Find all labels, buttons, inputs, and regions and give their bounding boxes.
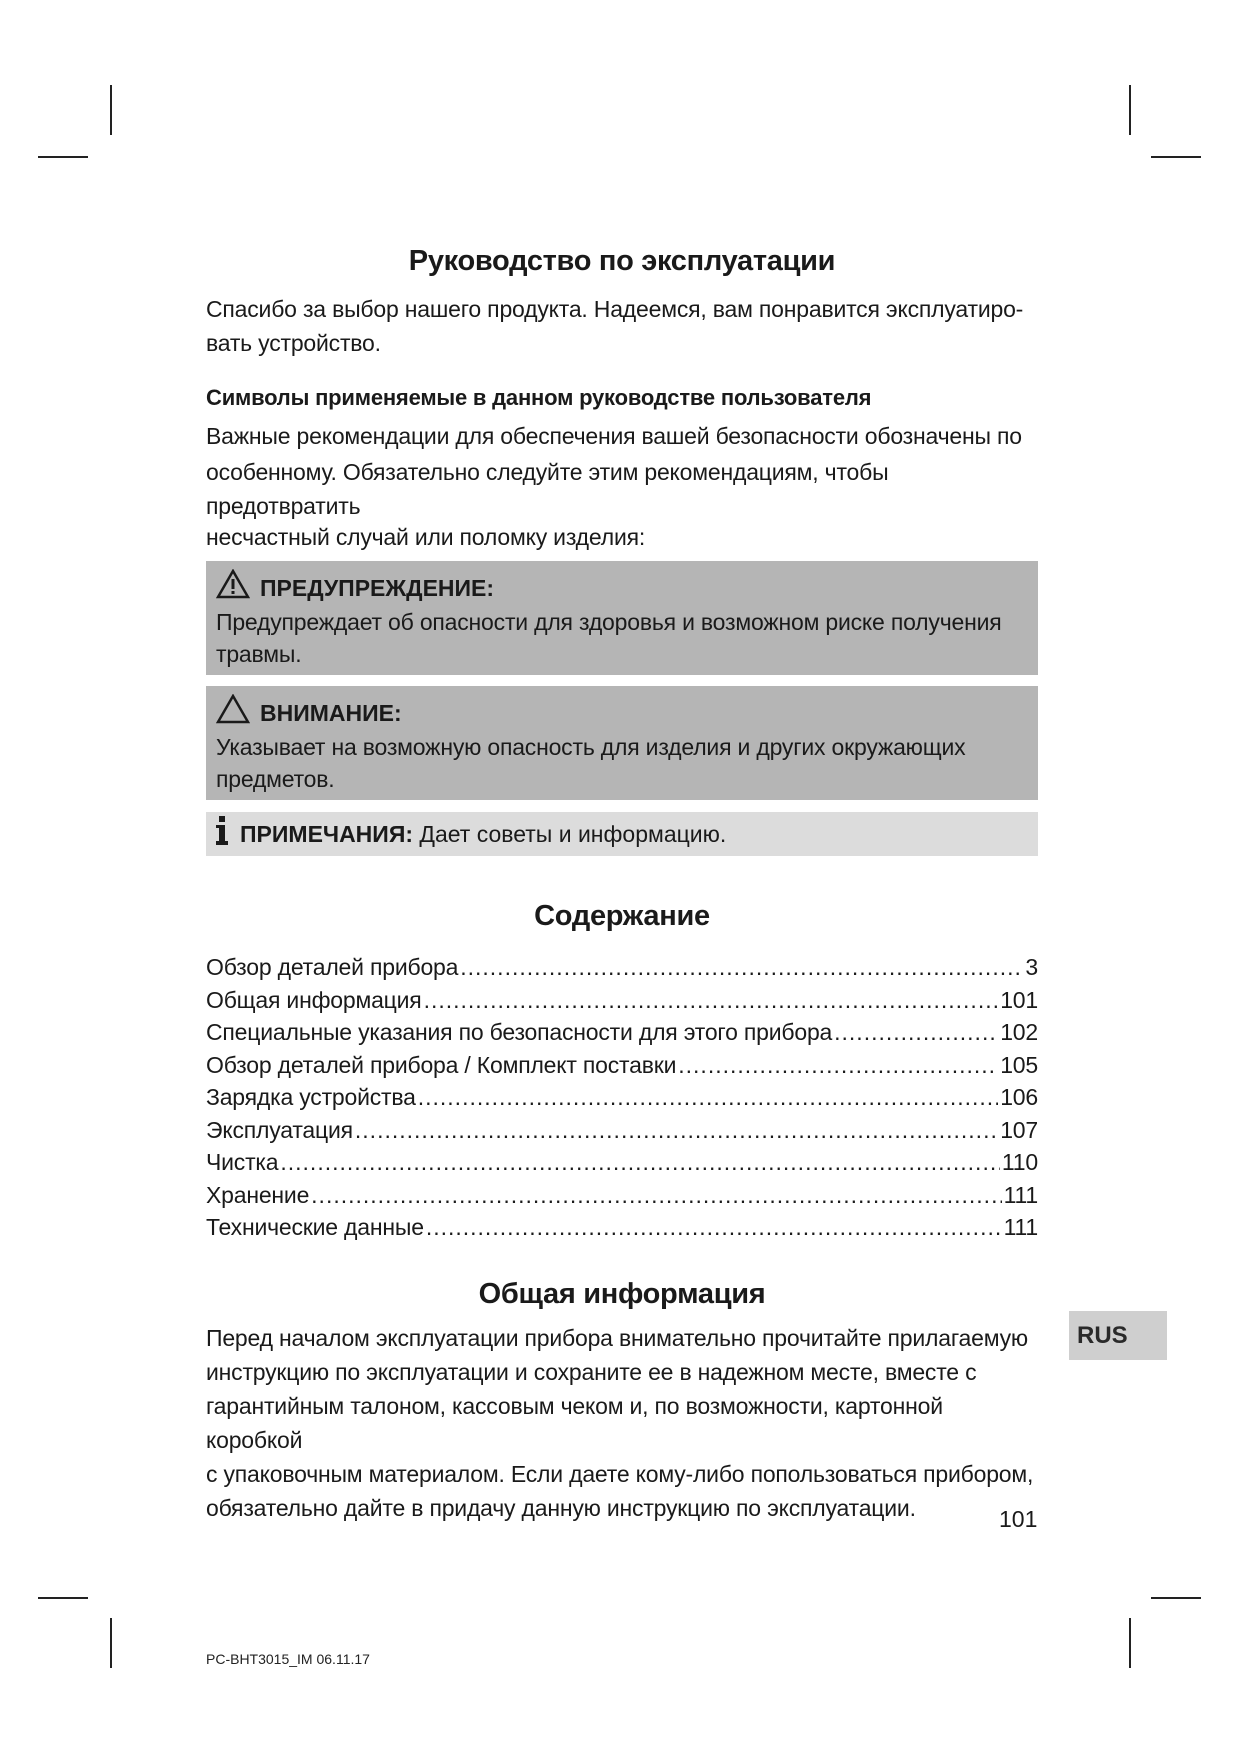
crop-mark: [38, 156, 88, 158]
toc-item-page: 106: [1000, 1084, 1038, 1110]
toc-item-label: Чистка: [206, 1149, 279, 1175]
page-content: [206, 245, 1038, 1525]
toc-item-page: 111: [1003, 1181, 1038, 1208]
toc-item: [206, 951, 1038, 984]
caution-line: предметов.: [216, 766, 335, 792]
crop-mark: [38, 1597, 88, 1599]
page-title: Руководство по эксплуатации: [408, 245, 836, 277]
toc-item: [206, 1049, 1038, 1082]
symbols-line: Важные рекомендации для обеспечения вашей безопасности обозначены по: [206, 423, 1022, 449]
toc-item-label: Эксплуатация: [206, 1116, 353, 1143]
intro-line: Спасибо за выбор нашего продукта. Надеемся, вам понравится эксплуатиро-: [206, 296, 1024, 322]
general-line: инструкцию по эксплуатации и сохраните ее в надежном месте, вместе с: [206, 1358, 977, 1385]
toc-item: [206, 984, 1038, 1017]
note-title: ПРИМЕЧАНИЯ:: [240, 820, 414, 847]
toc-item-label: Технические данные: [206, 1214, 424, 1240]
crop-mark: [1151, 1597, 1201, 1599]
toc-item-label: Общая информация: [206, 986, 422, 1013]
toc-item-page: 107: [1000, 1116, 1038, 1143]
intro-paragraph: [206, 292, 1038, 360]
contents-heading: Содержание: [534, 900, 710, 932]
warning-line: травмы.: [216, 641, 302, 667]
language-tab: RUS: [1069, 1311, 1167, 1360]
general-line: гарантийным талоном, кассовым чеком и, по возможности, картонной коробкой: [206, 1392, 943, 1453]
page-number: 101: [999, 1506, 1038, 1532]
toc-item-label: Обзор деталей прибора: [206, 954, 459, 980]
toc-item-page: 102: [1000, 1019, 1038, 1045]
warning-title: ПРЕДУПРЕЖДЕНИЕ:: [260, 574, 495, 601]
warning-line: Предупреждает об опасности для здоровья и возможном риске получения: [216, 609, 1002, 635]
toc-leader-dots: [460, 951, 1023, 984]
intro-line: вать устройство.: [206, 330, 381, 356]
caution-box: [206, 686, 1038, 800]
toc-item-page: 105: [1000, 1051, 1038, 1078]
general-paragraph: [206, 1321, 1038, 1525]
note-text: Дает советы и информацию.: [419, 820, 727, 847]
footer-code: PC-BHT3015_IM 06.11.17: [206, 1651, 370, 1667]
toc-item: [206, 1016, 1038, 1049]
toc-leader-dots: [355, 1114, 998, 1147]
toc-item-page: 111: [1003, 1214, 1038, 1240]
caution-title: ВНИМАНИЕ:: [260, 699, 402, 726]
toc-item-page: 101: [1000, 986, 1038, 1013]
toc-leader-dots: [678, 1049, 998, 1082]
info-icon: [214, 815, 230, 853]
general-heading: Общая информация: [478, 1277, 766, 1310]
symbols-line: несчастный случай или поломку изделия:: [206, 524, 646, 550]
toc-item: [206, 1114, 1038, 1147]
toc-item-label: Зарядка устройства: [206, 1084, 416, 1110]
general-line: Перед началом эксплуатации прибора внимательно прочитайте прилагаемую: [206, 1324, 1028, 1351]
toc-leader-dots: [834, 1016, 998, 1049]
warning-triangle-icon: [216, 569, 250, 606]
toc-leader-dots: [418, 1081, 998, 1114]
table-of-contents: [206, 951, 1038, 1244]
crop-mark: [1129, 1618, 1131, 1668]
note-box: [206, 812, 1038, 856]
toc-item-label: Специальные указания по безопасности для этого прибора: [206, 1019, 833, 1045]
toc-item-label: Хранение: [206, 1181, 310, 1208]
toc-item: [206, 1211, 1038, 1244]
warning-box: [206, 561, 1038, 675]
toc-item: [206, 1081, 1038, 1114]
symbols-heading: Символы применяемые в данном руководстве пользователя: [206, 385, 872, 410]
crop-mark: [110, 1618, 112, 1668]
toc-item: [206, 1146, 1038, 1179]
general-line: с упаковочным материалом. Если даете кому-либо попользоваться прибором,: [206, 1460, 1034, 1487]
crop-mark: [1129, 85, 1131, 135]
crop-mark: [1151, 156, 1201, 158]
toc-item-page: 110: [1001, 1149, 1038, 1175]
general-line: обязательно дайте в придачу данную инструкцию по эксплуатации.: [206, 1494, 916, 1521]
caution-triangle-icon: [216, 694, 250, 731]
toc-item: [206, 1179, 1038, 1212]
toc-leader-dots: [424, 984, 999, 1017]
toc-item-page: 3: [1025, 954, 1038, 980]
toc-leader-dots: [280, 1146, 1000, 1179]
caution-line: Указывает на возможную опасность для изделия и других окружающих: [216, 734, 966, 760]
toc-leader-dots: [426, 1211, 1002, 1244]
symbols-line: особенному. Обязательно следуйте этим рекомендациям, чтобы предотвратить: [206, 459, 889, 519]
toc-item-label: Обзор деталей прибора / Комплект поставки: [206, 1051, 677, 1078]
toc-leader-dots: [311, 1179, 1001, 1212]
symbols-paragraph: [206, 419, 1038, 551]
crop-mark: [110, 85, 112, 135]
